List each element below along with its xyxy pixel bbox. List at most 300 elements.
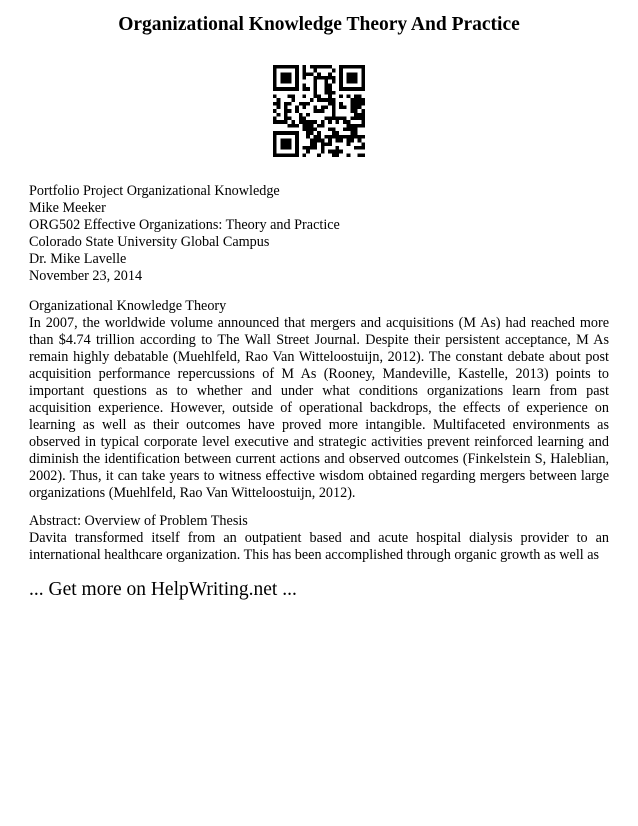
section-body: Davita transformed itself from an outpatient based and acute hospital dialysis provider to an international healthcare organization. This has been accomplished through organic growth as well as: [29, 530, 609, 563]
qr-module: [328, 98, 332, 102]
qr-module: [288, 131, 292, 135]
qr-module: [350, 128, 354, 132]
qr-module: [310, 72, 314, 76]
qr-module: [306, 124, 310, 128]
qr-module: [288, 87, 292, 91]
qr-module: [328, 65, 332, 69]
qr-module: [347, 124, 351, 128]
get-more-link[interactable]: ... Get more on HelpWriting.net ...: [29, 579, 297, 600]
qr-module: [332, 76, 336, 80]
qr-module: [273, 69, 277, 73]
qr-module: [291, 153, 295, 157]
qr-module: [350, 87, 354, 91]
qr-module: [325, 98, 329, 102]
qr-module: [284, 87, 288, 91]
qr-module: [332, 153, 336, 157]
qr-module: [295, 87, 299, 91]
qr-module: [347, 65, 351, 69]
qr-module: [284, 76, 288, 80]
qr-module: [291, 94, 295, 98]
qr-module: [328, 135, 332, 139]
qr-module: [361, 124, 365, 128]
qr-module: [339, 76, 343, 80]
qr-module: [328, 83, 332, 87]
qr-module: [295, 135, 299, 139]
qr-module: [288, 94, 292, 98]
qr-module: [288, 117, 292, 121]
qr-module: [332, 98, 336, 102]
qr-module: [339, 102, 343, 106]
qr-module: [295, 131, 299, 135]
qr-module: [313, 91, 317, 95]
qr-module: [361, 80, 365, 84]
qr-module: [313, 105, 317, 109]
qr-module: [317, 131, 321, 135]
qr-module: [350, 109, 354, 113]
qr-module: [350, 117, 354, 121]
qr-module: [325, 76, 329, 80]
qr-module: [295, 83, 299, 87]
qr-module: [354, 80, 358, 84]
qr-module: [280, 80, 284, 84]
qr-module: [288, 142, 292, 146]
qr-module: [306, 72, 310, 76]
qr-module: [306, 113, 310, 117]
qr-module: [361, 113, 365, 117]
qr-module: [295, 80, 299, 84]
qr-module: [321, 109, 325, 113]
qr-module: [328, 76, 332, 80]
qr-module: [317, 109, 321, 113]
qr-module: [280, 87, 284, 91]
qr-module: [354, 105, 358, 109]
qr-module: [354, 124, 358, 128]
qr-module: [343, 128, 347, 132]
qr-module: [332, 128, 336, 132]
qr-module: [332, 113, 336, 117]
document-title: Organizational Knowledge Theory And Practice: [118, 14, 520, 35]
qr-module: [343, 65, 347, 69]
qr-module: [295, 76, 299, 80]
qr-module: [317, 65, 321, 69]
qr-module: [273, 135, 277, 139]
qr-module: [317, 98, 321, 102]
qr-module: [347, 80, 351, 84]
qr-module: [354, 87, 358, 91]
qr-module: [321, 124, 325, 128]
qr-code-icon: [273, 65, 365, 157]
qr-module: [306, 87, 310, 91]
qr-module: [358, 146, 362, 150]
qr-module: [332, 117, 336, 121]
qr-module: [354, 65, 358, 69]
qr-module: [302, 65, 306, 69]
qr-module: [306, 146, 310, 150]
qr-module: [306, 102, 310, 106]
qr-module: [325, 91, 329, 95]
qr-module: [361, 142, 365, 146]
qr-module: [288, 65, 292, 69]
qr-module: [291, 87, 295, 91]
qr-module: [336, 120, 340, 124]
qr-module: [280, 76, 284, 80]
qr-module: [313, 80, 317, 84]
qr-module: [358, 117, 362, 121]
qr-module: [310, 124, 314, 128]
qr-module: [332, 69, 336, 73]
qr-module: [295, 72, 299, 76]
qr-module: [339, 87, 343, 91]
qr-module: [273, 102, 277, 106]
qr-module: [354, 76, 358, 80]
qr-module: [317, 135, 321, 139]
meta-line-university: Colorado State University Global Campus: [29, 234, 270, 250]
qr-module: [343, 87, 347, 91]
qr-module: [361, 65, 365, 69]
qr-module: [295, 153, 299, 157]
qr-module: [332, 150, 336, 154]
qr-module: [325, 83, 329, 87]
qr-module: [277, 131, 281, 135]
qr-module: [328, 139, 332, 143]
qr-module: [299, 120, 303, 124]
qr-module: [306, 120, 310, 124]
qr-module: [299, 113, 303, 117]
qr-module: [350, 65, 354, 69]
qr-module: [313, 76, 317, 80]
qr-module: [328, 94, 332, 98]
meta-line-author: Mike Meeker: [29, 200, 106, 216]
qr-module: [302, 146, 306, 150]
qr-module: [354, 102, 358, 106]
qr-module: [280, 146, 284, 150]
qr-module: [284, 131, 288, 135]
qr-module: [328, 120, 332, 124]
qr-module: [288, 109, 292, 113]
qr-module: [277, 113, 281, 117]
qr-module: [339, 69, 343, 73]
meta-line-date: November 23, 2014: [29, 268, 143, 284]
qr-module: [332, 109, 336, 113]
qr-module: [361, 120, 365, 124]
qr-module: [288, 153, 292, 157]
qr-module: [313, 94, 317, 98]
qr-module: [284, 80, 288, 84]
qr-module: [339, 117, 343, 121]
qr-module: [361, 69, 365, 73]
qr-module: [358, 139, 362, 143]
qr-module: [328, 102, 332, 106]
qr-module: [354, 98, 358, 102]
qr-module: [273, 65, 277, 69]
qr-module: [358, 102, 362, 106]
qr-module: [332, 135, 336, 139]
qr-module: [273, 117, 277, 121]
qr-module: [343, 117, 347, 121]
qr-module: [354, 135, 358, 139]
meta-line-instructor: Dr. Mike Lavelle: [29, 251, 127, 267]
qr-module: [273, 142, 277, 146]
qr-module: [313, 142, 317, 146]
qr-module: [358, 105, 362, 109]
qr-module: [347, 94, 351, 98]
qr-module: [347, 139, 351, 143]
qr-module: [306, 128, 310, 132]
qr-module: [343, 120, 347, 124]
qr-module: [277, 87, 281, 91]
qr-module: [273, 76, 277, 80]
qr-module: [313, 128, 317, 132]
qr-module: [347, 135, 351, 139]
qr-module: [347, 142, 351, 146]
qr-module: [350, 72, 354, 76]
qr-module: [306, 131, 310, 135]
qr-module: [310, 98, 314, 102]
section-abstract: [29, 513, 609, 564]
qr-module: [339, 105, 343, 109]
qr-module: [350, 76, 354, 80]
qr-module: [280, 142, 284, 146]
qr-module: [354, 72, 358, 76]
qr-module: [321, 76, 325, 80]
qr-module: [302, 120, 306, 124]
qr-module: [284, 142, 288, 146]
qr-module: [361, 135, 365, 139]
qr-module: [277, 105, 281, 109]
qr-module: [302, 102, 306, 106]
qr-module: [350, 131, 354, 135]
qr-module: [361, 109, 365, 113]
qr-module: [295, 69, 299, 73]
qr-module: [306, 150, 310, 154]
qr-module: [336, 146, 340, 150]
qr-module: [361, 76, 365, 80]
qr-module: [328, 72, 332, 76]
section-heading: Abstract: Overview of Problem Thesis: [29, 513, 248, 529]
qr-module: [313, 139, 317, 143]
qr-module: [317, 94, 321, 98]
qr-module: [347, 76, 351, 80]
qr-module: [295, 124, 299, 128]
qr-module: [321, 98, 325, 102]
qr-module: [358, 87, 362, 91]
qr-module: [284, 113, 288, 117]
qr-module: [273, 109, 277, 113]
qr-module: [361, 146, 365, 150]
qr-module: [284, 153, 288, 157]
qr-module: [328, 117, 332, 121]
qr-module: [291, 65, 295, 69]
qr-module: [350, 105, 354, 109]
qr-module: [328, 150, 332, 154]
qr-module: [288, 139, 292, 143]
qr-module: [354, 113, 358, 117]
qr-module: [310, 65, 314, 69]
qr-module: [302, 128, 306, 132]
qr-module: [358, 153, 362, 157]
qr-module: [273, 72, 277, 76]
qr-module: [350, 124, 354, 128]
qr-module: [313, 135, 317, 139]
qr-module: [321, 139, 325, 143]
qr-module: [280, 131, 284, 135]
qr-module: [284, 65, 288, 69]
qr-module: [302, 72, 306, 76]
qr-module: [310, 131, 314, 135]
section-organizational-knowledge-theory: [29, 298, 609, 502]
qr-module: [273, 153, 277, 157]
qr-module: [339, 65, 343, 69]
qr-module: [325, 65, 329, 69]
qr-module: [343, 135, 347, 139]
qr-module: [328, 91, 332, 95]
qr-module: [321, 65, 325, 69]
qr-module: [284, 72, 288, 76]
qr-module: [321, 105, 325, 109]
qr-module: [313, 109, 317, 113]
qr-module: [310, 142, 314, 146]
qr-module: [280, 120, 284, 124]
qr-module: [347, 72, 351, 76]
qr-module: [280, 153, 284, 157]
qr-module: [302, 105, 306, 109]
qr-module: [317, 76, 321, 80]
qr-module: [361, 87, 365, 91]
qr-module: [284, 120, 288, 124]
qr-module: [328, 87, 332, 91]
qr-module: [291, 131, 295, 135]
qr-module: [347, 87, 351, 91]
qr-module: [317, 72, 321, 76]
qr-module: [284, 117, 288, 121]
qr-module: [339, 135, 343, 139]
qr-module: [284, 139, 288, 143]
qr-module: [273, 80, 277, 84]
qr-module: [295, 139, 299, 143]
qr-module: [325, 87, 329, 91]
qr-module: [284, 146, 288, 150]
qr-module: [310, 139, 314, 143]
qr-module: [288, 76, 292, 80]
qr-module: [336, 131, 340, 135]
document-meta: [29, 183, 609, 285]
qr-module: [302, 87, 306, 91]
qr-module: [350, 80, 354, 84]
qr-module: [288, 146, 292, 150]
qr-module: [317, 139, 321, 143]
qr-module: [332, 102, 336, 106]
qr-module: [273, 94, 277, 98]
qr-module: [358, 94, 362, 98]
qr-module: [288, 72, 292, 76]
qr-module: [343, 105, 347, 109]
qr-module: [277, 102, 281, 106]
qr-module: [317, 124, 321, 128]
qr-module: [350, 139, 354, 143]
qr-module: [321, 146, 325, 150]
qr-module: [295, 142, 299, 146]
qr-module: [354, 94, 358, 98]
meta-line-course-project: Portfolio Project Organizational Knowledge: [29, 183, 280, 199]
qr-module: [325, 135, 329, 139]
qr-module: [295, 65, 299, 69]
qr-module: [361, 72, 365, 76]
qr-module: [332, 91, 336, 95]
qr-code-graphic: [273, 65, 365, 157]
section-body: In 2007, the worldwide volume announced that mergers and acquisitions (M As) had reached more than $4.74 trillion according to The Wall Street Journal. Despite their persistent acceptance, M As remain highly debatable (Muehlfeld, Rao Van Witteloostuijn, 2012). The constant debate about post acquisition performance repercussions of M As (Rooney, Mandeville, Kastelle, 2013) points to important questions as to whether and under what conditions organizations learn from past acquisition experience. However, outside of operational backdrops, the effects of experience on learning as well as their outcomes have proved more intangible. Multifaceted environments as observed in typical corporate level executive and strategic activities prevent reinforced learning and diminish the identification between current actions and observed outcomes (Finkelstein S, Haleblian, 2002). Thus, it can take years to witness effective wisdom obtained regarding mergers between large organizations (Muehlfeld, Rao Van Witteloostuijn, 2012).: [29, 315, 609, 501]
qr-module: [339, 139, 343, 143]
qr-module: [325, 80, 329, 84]
qr-module: [354, 117, 358, 121]
qr-module: [339, 80, 343, 84]
qr-module: [295, 109, 299, 113]
qr-module: [336, 135, 340, 139]
qr-module: [299, 102, 303, 106]
qr-module: [310, 146, 314, 150]
qr-module: [350, 102, 354, 106]
qr-module: [328, 142, 332, 146]
qr-module: [336, 117, 340, 121]
qr-module: [313, 87, 317, 91]
qr-module: [302, 94, 306, 98]
qr-module: [361, 83, 365, 87]
qr-module: [358, 113, 362, 117]
qr-module: [350, 98, 354, 102]
qr-module: [313, 146, 317, 150]
qr-module: [321, 150, 325, 154]
qr-module: [347, 128, 351, 132]
qr-module: [328, 128, 332, 132]
qr-module: [310, 128, 314, 132]
qr-module: [273, 150, 277, 154]
qr-module: [310, 120, 314, 124]
qr-module: [302, 76, 306, 80]
qr-module: [321, 120, 325, 124]
qr-module: [302, 153, 306, 157]
qr-module: [347, 153, 351, 157]
qr-module: [291, 120, 295, 124]
qr-module: [325, 142, 329, 146]
qr-module: [273, 139, 277, 143]
qr-module: [354, 146, 358, 150]
qr-module: [284, 109, 288, 113]
qr-module: [277, 120, 281, 124]
qr-module: [313, 65, 317, 69]
qr-module: [361, 117, 365, 121]
qr-module: [354, 128, 358, 132]
qr-module: [273, 131, 277, 135]
qr-module: [273, 146, 277, 150]
qr-module: [361, 98, 365, 102]
qr-module: [299, 117, 303, 121]
qr-module: [273, 83, 277, 87]
qr-module: [361, 153, 365, 157]
qr-module: [350, 135, 354, 139]
qr-module: [284, 102, 288, 106]
qr-module: [313, 69, 317, 73]
qr-module: [291, 124, 295, 128]
qr-module: [339, 83, 343, 87]
meta-line-course: ORG502 Effective Organizations: Theory and Practice: [29, 217, 340, 233]
qr-module: [288, 80, 292, 84]
qr-module: [295, 105, 299, 109]
qr-module: [317, 153, 321, 157]
qr-module: [313, 83, 317, 87]
qr-module: [302, 69, 306, 73]
qr-module: [277, 153, 281, 157]
qr-module: [339, 94, 343, 98]
qr-module: [321, 142, 325, 146]
